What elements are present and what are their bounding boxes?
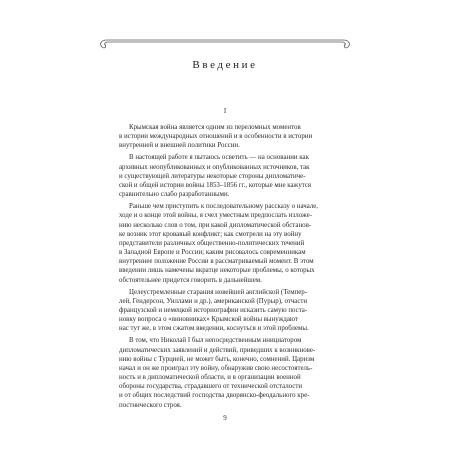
text-line: внутреннее положение России в рассматриваемый момент. В этом xyxy=(119,258,314,266)
text-line: дипломатических заявлений и действий, приведших к возникнове- xyxy=(119,346,316,354)
section-number: I xyxy=(223,107,227,115)
text-line: и от общих последствий господства дворянско-феодального кре- xyxy=(119,392,310,400)
text-line: В том, что Николай I был непосредственным инициатором xyxy=(129,337,302,345)
text-line: ходе и о конце этой войны, я счел уместным предпослать изложе- xyxy=(119,212,312,220)
body-text xyxy=(119,123,331,413)
paragraph-5 xyxy=(119,336,331,409)
text-line: нас тут же, в этом сжатом введении, коснуться и этой проблемы. xyxy=(119,325,309,333)
text-line: архивных неопубликованных и опубликованных источников, так xyxy=(119,163,310,171)
text-line: Раньше чем приступить к последовательному рассказу о начале, xyxy=(129,203,319,211)
text-line: ность и в дипломатической области, и в организации военной xyxy=(119,374,301,382)
paragraph-3 xyxy=(119,202,331,284)
text-line: ке возник этот кровавый конфликт; как смотрели на эту войну xyxy=(119,230,302,238)
text-line: Крымская война является одним из переломных моментов xyxy=(129,124,301,131)
paragraph-2 xyxy=(119,153,331,199)
text-line: постнического строя. xyxy=(119,401,182,409)
text-line: новку вопроса о «виновниках» Крымской войны вынуждают xyxy=(119,316,299,324)
decorative-header-frame xyxy=(95,34,355,52)
text-line: нию войны с Турцией, не может быть, конечно, сомнений. Царизм xyxy=(119,355,315,363)
text-line: нию несколько слов о том, при какой дипломатической обстанов- xyxy=(119,221,312,229)
text-line: введении лишь намечены вкратце некоторые проблемы, о которых xyxy=(119,267,315,275)
text-line: и существующей литературы некоторые стороны дипломатиче- xyxy=(119,172,306,180)
text-line: начал и он же проиграл эту войну, обнаружив свою несостоятель- xyxy=(119,364,313,372)
text-line: В настоящей работе я пытаюсь осветить — на основании как xyxy=(129,154,309,162)
text-line: внутренней и внешней политики России. xyxy=(119,142,240,150)
text-line: обороны государства, страдавшего от технической отсталости xyxy=(119,383,303,391)
paragraph-1 xyxy=(119,123,331,150)
text-line: обстоятельнее придется говорить в дальнейшем. xyxy=(119,276,262,284)
text-line: Целеустремленные старания новейшей английской (Темпер- xyxy=(129,288,308,296)
text-line: в Западной Европе и России; каким рисовалось современникам xyxy=(119,249,306,257)
page-number: 9 xyxy=(223,414,227,422)
text-line: представители различных общественно-политических течений xyxy=(119,239,305,247)
text-line: сравнительно слабо разработанными. xyxy=(119,191,230,199)
chapter-title: Введение xyxy=(192,59,258,71)
text-line: в истории международных отношений и в особенности в истории xyxy=(119,133,313,141)
text-line: французской и немецкой историографии исказить самую поста- xyxy=(119,306,308,314)
text-line: лей, Гендерсон, Уиллами и др.), американской (Пурыр), отчасти xyxy=(119,297,308,305)
paragraph-4 xyxy=(119,288,331,334)
text-line: ской и общей истории войны 1853–1856 гг., которые мне кажутся xyxy=(119,181,312,189)
